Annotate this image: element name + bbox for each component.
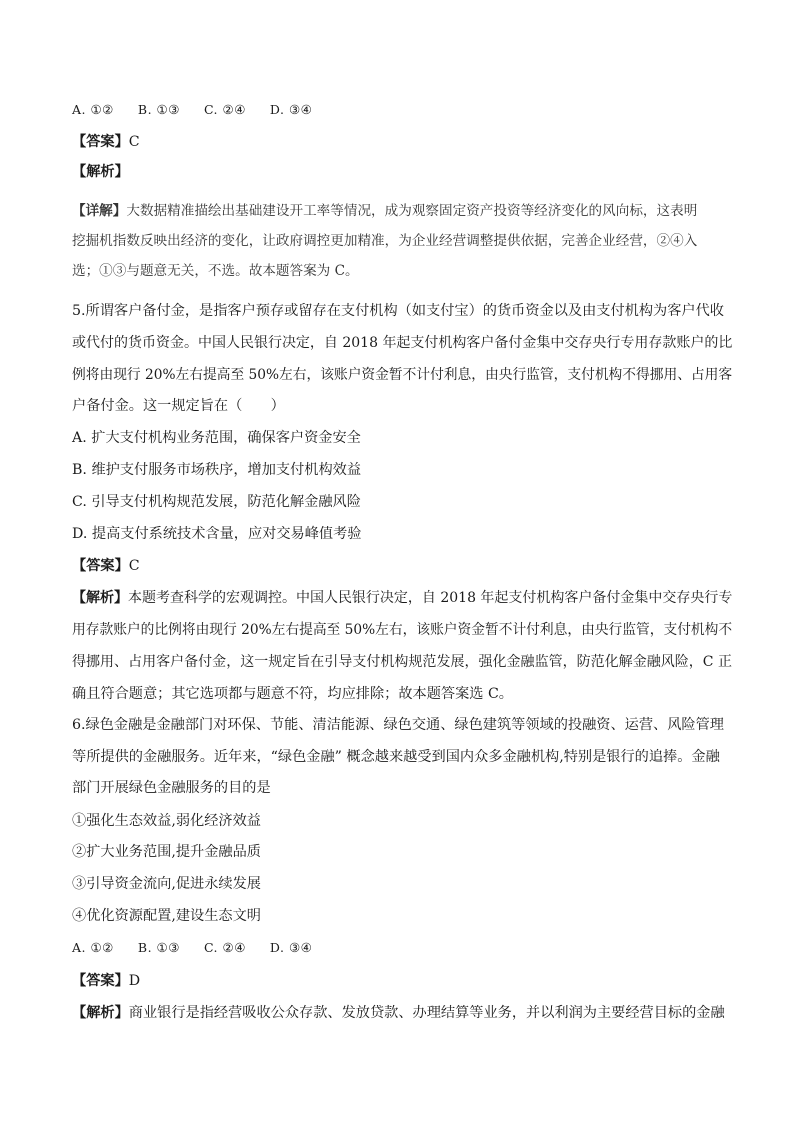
q6-answer: [72, 971, 140, 991]
answer-tag: 【答案】: [72, 134, 129, 150]
q4-detail-line-3: 选；①③与题意无关，不选。故本题答案为 C。: [72, 263, 359, 279]
q6-stem-line-3: 部门开展绿色金融服务的目的是: [72, 780, 271, 796]
q4-answer: [72, 132, 140, 152]
q5-analysis-line-3: 得挪用、占用客户备付金，这一规定旨在引导支付机构规范发展，强化金融监管，防范化解金融风险，C 正: [72, 654, 732, 670]
answer-value: D: [128, 973, 141, 989]
q6-analysis-line-1: 【解析】商业银行是指经营吸收公众存款、发放贷款、办理结算等业务，并以利润为主要经营目标的金融: [72, 1005, 725, 1021]
q4-option-b: B. ①③: [137, 102, 180, 117]
q6-statement-3: ③引导资金流向,促进永续发展: [72, 876, 261, 892]
q5-answer: [72, 556, 140, 576]
q4-option-a: A. ①②: [72, 102, 114, 117]
q6-options: [72, 938, 336, 958]
q6-statement-4: ④优化资源配置,建设生态文明: [72, 908, 261, 924]
q6-statement-1: ①强化生态效益,弱化经济效益: [72, 813, 261, 829]
analysis-tag: 【解析】: [72, 1005, 129, 1021]
q4-option-c: C. ②④: [203, 102, 246, 117]
q5-stem-line-1: 5.所谓客户备付金，是指客户预存或留存在支付机构（如支付宝）的货币资金以及由支付机构为客户代收: [72, 303, 724, 319]
q6-option-b: B. ①③: [137, 940, 180, 955]
answer-value: C: [128, 558, 140, 574]
answer-value: C: [128, 134, 140, 150]
answer-tag: 【答案】: [72, 973, 129, 989]
q4-options: [72, 100, 336, 120]
answer-tag: 【答案】: [72, 558, 129, 574]
q6-option-d: D. ③④: [269, 940, 313, 955]
q4-analysis-tag: 【解析】: [72, 164, 129, 180]
q4-option-d: D. ③④: [269, 102, 313, 117]
q6-statement-2: ②扩大业务范围,提升金融品质: [72, 844, 261, 860]
q5-choice-b: B. 维护支付服务市场秩序，增加支付机构效益: [72, 462, 362, 478]
q5-stem-line-4: 户备付金。这一规定旨在（ ）: [72, 398, 285, 414]
q6-option-a: A. ①②: [72, 940, 114, 955]
q4-detail-line-2: 挖掘机指数反映出经济的变化，让政府调控更加精准，为企业经营调整提供依据，完善企业经营，②④入: [72, 233, 698, 249]
q5-analysis-line-1: 【解析】本题考查科学的宏观调控。中国人民银行决定，自 2018 年起支付机构客户备付金集中交存央行专: [72, 590, 733, 606]
q6-option-c: C. ②④: [203, 940, 246, 955]
q4-detail-line-1: 【详解】大数据精准描绘出基础建设开工率等情况，成为观察固定资产投资等经济变化的风向标，这表明: [72, 203, 698, 219]
q6-stem-line-1: 6.绿色金融是金融部门对环保、节能、清洁能源、绿色交通、绿色建筑等领域的投融资、运营、风险管理: [72, 717, 724, 733]
q5-analysis-line-4: 确且符合题意；其它选项都与题意不符，均应排除；故本题答案选 C。: [72, 686, 513, 702]
analysis-tag: 【解析】: [72, 590, 128, 606]
q5-choice-a: A. 扩大支付机构业务范围，确保客户资金安全: [72, 430, 361, 446]
q5-analysis-line-2: 用存款账户的比例将由现行 20%左右提高至 50%左右，该账户资金暂不计付利息，由央行监管，支付机构不: [72, 622, 733, 638]
detail-tag: 【详解】: [72, 203, 127, 219]
q5-stem-line-2: 或代付的货币资金。中国人民银行决定，自 2018 年起支付机构客户备付金集中交存央行专用存款账户的比: [72, 335, 733, 351]
q6-stem-line-2: 等所提供的金融服务。近年来，“绿色金融” 概念越来越受到国内众多金融机构,特别是银行的追捧。金融: [72, 749, 720, 765]
q5-choice-d: D. 提高支付系统技术含量，应对交易峰值考验: [72, 526, 362, 542]
q5-stem-line-3: 例将由现行 20%左右提高至 50%左右，该账户资金暂不计付利息，由央行监管，支付机构不得挪用、占用客: [72, 367, 733, 383]
q5-choice-c: C. 引导支付机构规范发展，防范化解金融风险: [72, 494, 361, 510]
